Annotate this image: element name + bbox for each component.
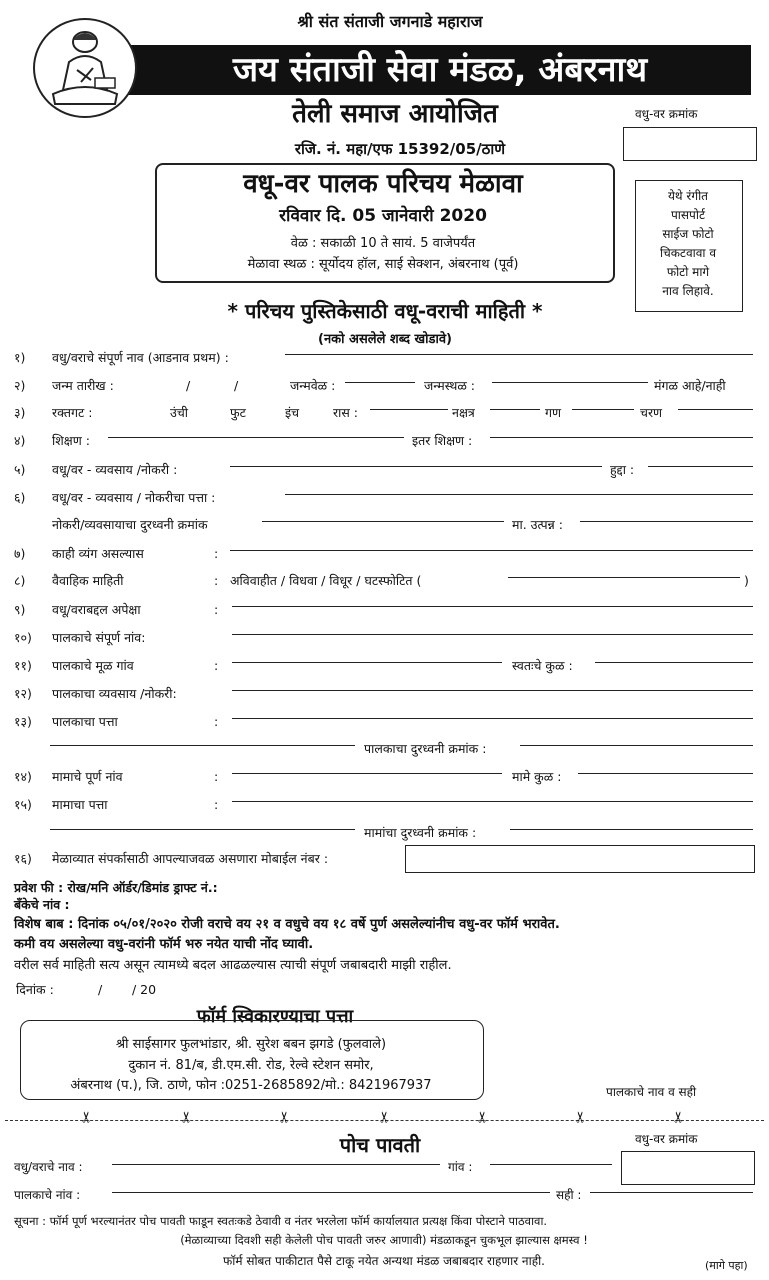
field-no: १०) [14, 630, 32, 645]
income-line[interactable] [580, 521, 753, 522]
mobile-input[interactable] [405, 845, 755, 873]
colon: : [214, 714, 219, 729]
parent-address-line-2[interactable] [50, 745, 355, 746]
uncle-name-line[interactable] [232, 773, 502, 774]
section-heading: * परिचय पुस्तिकेसाठी वधू-वराची माहिती * [227, 299, 543, 323]
field-no: ७) [14, 546, 26, 561]
parent-sign-label: पालकाचे नाव व सही [606, 1085, 697, 1099]
field-label: वधू/वर - व्यवसाय /नोकरी : [52, 462, 178, 477]
field-label: रक्तगट : [52, 405, 93, 420]
field-no: १४) [14, 769, 32, 784]
photo-line: नाव लिहावे. [662, 284, 714, 298]
full-name-line[interactable] [285, 354, 753, 355]
feet-label: फुट [230, 405, 246, 420]
uncle-address-line[interactable] [232, 801, 753, 802]
native-village-line[interactable] [232, 662, 502, 663]
other-education-label: इतर शिक्षण : [412, 433, 473, 448]
ref-no-box[interactable] [623, 127, 757, 161]
post-line[interactable] [648, 466, 753, 467]
date-slash: / [234, 378, 239, 393]
date-year: / 20 [132, 982, 157, 997]
gan-label: गण [545, 405, 562, 420]
photo-line: फोटो मागे [666, 265, 710, 279]
declaration: वरील सर्व माहिती सत्य असून त्यामध्ये बदल आढळल्यास त्याची संपूर्ण जबाबदारी माझी राहील. [14, 958, 452, 973]
photo-line: चिकटवावा व [659, 246, 717, 260]
photo-line: पासपोर्ट [670, 208, 705, 222]
field-no: ६) [14, 490, 26, 505]
colon: : [214, 546, 219, 561]
kul-label: स्वतःचे कुळ : [512, 658, 573, 673]
height-label: उंची [170, 405, 189, 420]
event-title: वधू-वर पालक परिचय मेळावा [243, 169, 523, 199]
field-no: २) [14, 378, 26, 393]
scissor-icon: ✂ [77, 1110, 96, 1124]
field-no: १) [14, 350, 26, 365]
uncle-address-line-2[interactable] [50, 829, 355, 830]
receipt-village-line[interactable] [490, 1164, 612, 1165]
marital-line[interactable] [508, 577, 740, 578]
post-label: हुद्दा : [610, 462, 635, 477]
field-no: ९) [14, 602, 26, 617]
special-note: कमी वय असलेल्या वधु-वरांनी फॉर्म भरु नयेत याची नोंद घ्यावी. [14, 937, 314, 952]
receipt-note: सूचना : फॉर्म पूर्ण भरल्यानंतर पोच पावती फाडून स्वतःकडे ठेवावी व नंतर भरलेला फॉर्म कार्यालयात प्रत्यक्ष किंवा पोस्टाने पाठवावा. [14, 1214, 548, 1228]
birth-place-line[interactable] [492, 382, 648, 383]
occupation-line[interactable] [230, 466, 602, 467]
field-no: १५) [14, 797, 32, 812]
other-education-line[interactable] [490, 437, 753, 438]
organizer: तेली समाज आयोजित [292, 99, 498, 129]
field-label: जन्म तारीख : [52, 378, 114, 393]
saint-logo [33, 18, 137, 118]
field-no: ५) [14, 462, 26, 477]
bank-label: बँकेचे नांव : [14, 897, 70, 912]
receipt-title: पोच पावती [339, 1133, 421, 1157]
uncle-phone-label: मामांचा दुरध्वनी क्रमांक : [364, 825, 477, 840]
parent-address-line[interactable] [232, 718, 753, 719]
receipt-ref-label: वधु-वर क्रमांक [635, 1132, 698, 1146]
scissor-icon: ✂ [669, 1110, 688, 1124]
section-note: (नको असलेले शब्द खोडावे) [318, 332, 452, 347]
uncle-phone-line[interactable] [510, 829, 753, 830]
parent-phone-label: पालकाचा दुरध्वनी क्रमांक : [364, 741, 487, 756]
disability-line[interactable] [230, 550, 753, 551]
field-no: ११) [14, 658, 32, 673]
birth-time-label: जन्मवेळ : [290, 378, 336, 393]
ref-no-label: वधु-वर क्रमांक [635, 107, 698, 121]
field-no: १६) [14, 851, 32, 866]
parent-occupation-line[interactable] [232, 690, 753, 691]
receipt-sign-line[interactable] [590, 1192, 753, 1193]
org-name: जय संताजी सेवा मंडळ, अंबरनाथ [232, 50, 648, 90]
scissor-icon: ✂ [473, 1110, 492, 1124]
field-label: पालकाचे मूळ गांव [52, 658, 134, 673]
receipt-sign-label: सही : [556, 1188, 582, 1202]
photo-line: येथे रंगीत [667, 189, 709, 203]
colon: : [214, 573, 219, 588]
ras-line[interactable] [370, 409, 448, 410]
charan-line[interactable] [678, 409, 753, 410]
field-label: नोकरी/व्यवसायाचा दुरध्वनी क्रमांक [52, 517, 208, 532]
pto-label: (मागे पहा) [705, 1259, 748, 1272]
receipt-parent-label: पालकाचे नांव : [14, 1188, 81, 1202]
field-no: १२) [14, 686, 32, 701]
scissor-icon: ✂ [275, 1110, 294, 1124]
field-label: मामाचा पत्ता [52, 797, 108, 812]
field-label: पालकाचे संपूर्ण नांव: [52, 630, 146, 645]
scissor-icon: ✂ [177, 1110, 196, 1124]
marital-close: ) [744, 573, 749, 588]
receipt-note: फॉर्म सोबत पाकीटात पैसे टाकू नयेत अन्यथा मंडळ जबाबदार राहणार नाही. [222, 1254, 545, 1268]
date-label: दिनांक : [16, 982, 54, 997]
field-label: मेळाव्यात संपर्कासाठी आपल्याजवळ असणारा मोबाईल नंबर : [52, 851, 329, 866]
uncle-kul-label: मामे कुळ : [512, 769, 562, 784]
uncle-kul-line[interactable] [578, 773, 753, 774]
colon: : [214, 797, 219, 812]
field-no: १३) [14, 714, 32, 729]
work-address-line[interactable] [285, 494, 753, 495]
work-phone-line[interactable] [262, 521, 504, 522]
address-line: दुकान नं. 81/ब, डी.एम.सी. रोड, रेल्वे स्टेशन समोर, [128, 1058, 374, 1073]
field-no: ३) [14, 405, 26, 420]
colon: : [214, 602, 219, 617]
receipt-parent-line[interactable] [112, 1192, 550, 1193]
parent-phone-line[interactable] [520, 745, 753, 746]
field-label: काही व्यंग असल्यास [52, 546, 144, 561]
parent-name-line[interactable] [232, 634, 753, 635]
event-date: रविवार दि. 05 जानेवारी 2020 [279, 206, 487, 226]
colon: : [214, 769, 219, 784]
event-venue: मेळावा स्थळ : सूर्योदय हॉल, साई सेक्शन, अंबरनाथ (पूर्व) [247, 257, 519, 272]
colon: : [214, 658, 219, 673]
field-no: ८) [14, 573, 26, 588]
field-label: पालकाचा पत्ता [52, 714, 118, 729]
receipt-note: (मेळाव्याच्या दिवशी सही केलेली पोच पावती जरुर आणावी) मंडळाकडून चुकभूल झाल्यास क्षमस्व ! [180, 1233, 588, 1247]
address-line: श्री साईसागर फुलभांडार, श्री. सुरेश बबन झगडे (फुलवाले) [115, 1037, 387, 1052]
event-time: वेळ : सकाळी 10 ते सायं. 5 वाजेपर्यंत [290, 236, 476, 251]
field-label: मामाचे पूर्ण नांव [52, 769, 123, 784]
receipt-village-label: गांव : [448, 1160, 473, 1174]
scissor-icon: ✂ [571, 1110, 590, 1124]
photo-line: साईज फोटो [662, 227, 714, 241]
field-label: वधू/वराबद्दल अपेक्षा [52, 602, 141, 617]
receipt-name-line[interactable] [112, 1164, 440, 1165]
marital-options[interactable]: अविवाहीत / विधवा / विधूर / घटस्फोटित ( [230, 573, 422, 588]
kul-line[interactable] [595, 662, 753, 663]
mangal-label: मंगळ आहे/नाही [654, 378, 726, 393]
fee-label: प्रवेश फी : रोख/मनि ऑर्डर/डिमांड ड्राफ्ट नं.: [14, 880, 218, 895]
inch-label: इंच [285, 405, 300, 420]
field-label: शिक्षण : [52, 433, 90, 448]
field-label: वधु/वराचे संपूर्ण नाव (आडनाव प्रथम) : [52, 350, 229, 365]
birth-time-line[interactable] [345, 382, 415, 383]
nakshatra-label: नक्षत्र [452, 405, 475, 420]
field-label: वधू/वर - व्यवसाय / नोकरीचा पत्ता : [52, 490, 216, 505]
reg-no: रजि. नं. महा/एफ 15392/05/ठाणे [294, 140, 506, 158]
special-note: विशेष बाब : दिनांक ०५/०१/२०२० रोजी वराचे वय २१ व वधुचे वय १८ वर्षे पुर्ण असलेल्यांनीच वधु-वर फॉर्म भरावेत. [14, 917, 560, 932]
date-slash: / [98, 982, 103, 997]
address-title: फॉर्म स्विकारण्याचा पत्ता [196, 1006, 354, 1027]
receipt-ref-box[interactable] [621, 1151, 755, 1185]
field-label: पालकाचा व्यवसाय /नोकरी: [52, 686, 177, 701]
field-label: वैवाहिक माहिती [52, 573, 124, 588]
education-line[interactable] [108, 437, 404, 438]
nakshatra-line[interactable] [490, 409, 540, 410]
top-title: श्री संत संताजी जगनाडे महाराज [297, 12, 483, 31]
address-line: अंबरनाथ (प.), जि. ठाणे, फोन :0251-2685892/मो.: 8421967937 [70, 1078, 432, 1093]
income-label: मा. उत्पन्न : [512, 517, 563, 532]
birth-place-label: जन्मस्थळ : [424, 378, 476, 393]
field-no: ४) [14, 433, 26, 448]
gan-line[interactable] [572, 409, 634, 410]
scissor-icon: ✂ [375, 1110, 394, 1124]
receipt-name-label: वधु/वराचे नाव : [14, 1160, 83, 1174]
ras-label: रास : [333, 405, 358, 420]
charan-label: चरण [640, 405, 663, 420]
date-slash: / [186, 378, 191, 393]
expectations-line[interactable] [232, 606, 753, 607]
